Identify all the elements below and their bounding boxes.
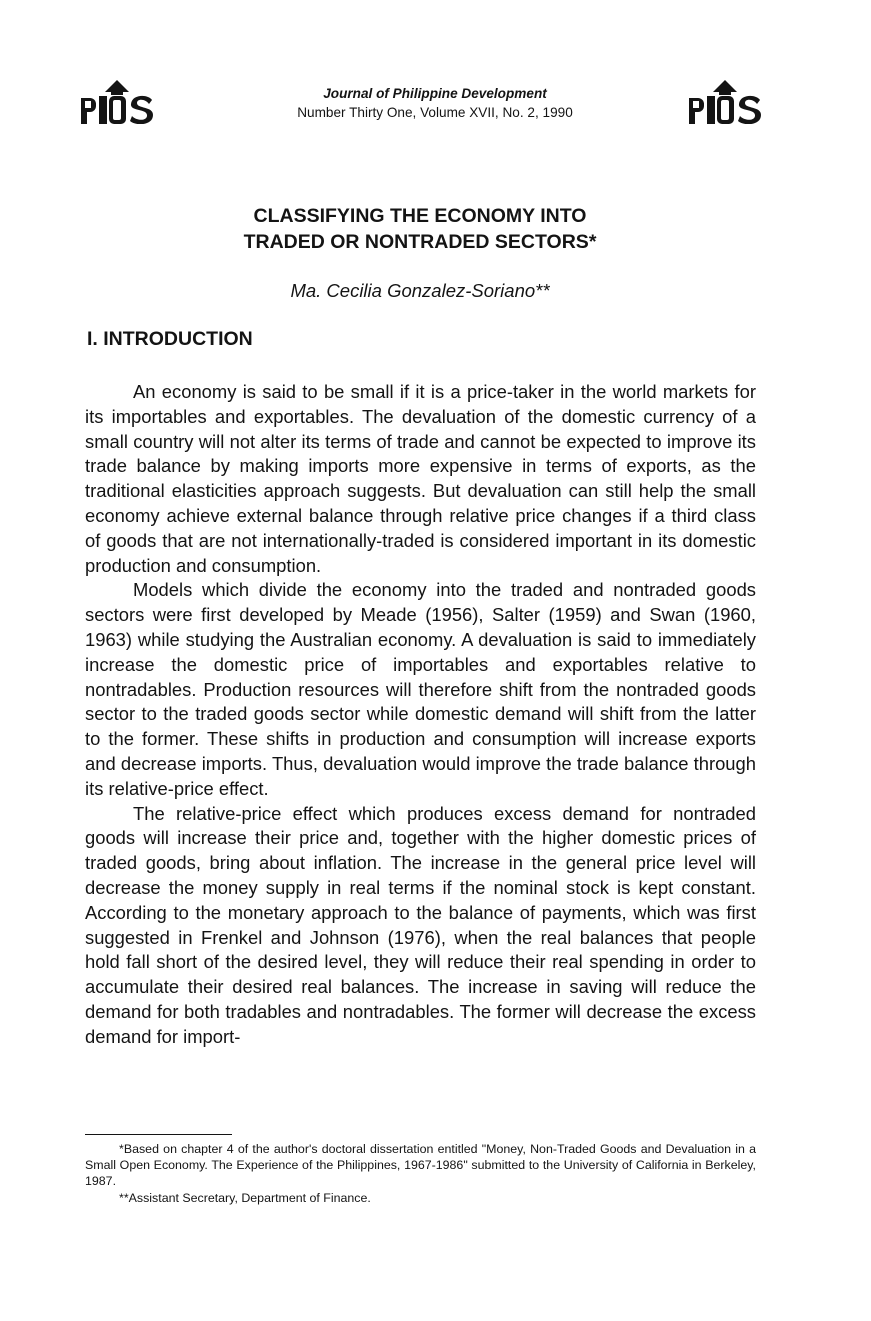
journal-masthead	[200, 84, 670, 122]
footnotes	[85, 1141, 756, 1206]
body-paragraph: An economy is said to be small if it is a price-taker in the world markets for its importables and exportables. The devaluation of the domestic currency of a small country will not alter its terms of trade and cannot be expected to improve its trade balance by making imports more expensive in terms of exports, as the traditional elasticities approach suggests. But devaluation can still help the small economy achieve external balance through relative price changes if a third class of goods that are not internationally-traded is considered important in its domestic production and consumption.	[85, 381, 756, 576]
pids-logo-icon	[80, 80, 154, 124]
body-paragraph: Models which divide the economy into the traded and nontraded goods sectors were first developed by Meade (1956), Salter (1959) and Swan (1960, 1963) while studying the Australian economy. A devaluation is said to immediately increase the domestic price of importables and exportables relative to nontradables. Production resources will therefore shift from the nontraded goods sector to the traded goods sector while domestic demand will shift from the latter to the former. These shifts in production and consumption will increase exports and decrease imports. Thus, devaluation would improve the trade balance through its relative-price effect.	[85, 579, 756, 799]
footnote: *Based on chapter 4 of the author's doctoral dissertation entitled "Money, Non-Traded Goods and Devaluation in a Small Open Economy. The Experience of the Philippines, 1967-1986" submitted to the University of California in Berkeley, 1987.	[85, 1142, 756, 1189]
article-body	[85, 380, 756, 1050]
pids-logo-icon	[688, 80, 762, 124]
pids-logo-left	[80, 80, 154, 124]
pids-logo-right	[688, 80, 762, 124]
footnote: **Assistant Secretary, Department of Finance.	[119, 1190, 371, 1205]
footnote-divider	[85, 1134, 232, 1135]
article-title	[120, 203, 720, 255]
section-heading: I. INTRODUCTION	[87, 328, 253, 350]
journal-name: Journal of Philippine Development	[323, 86, 547, 101]
body-paragraph: The relative-price effect which produces excess demand for nontraded goods will increase their price and, together with the higher domestic prices of traded goods, bring about inflation. The increase in the general price level will decrease the money supply in real terms if the nominal stock is kept constant. According to the monetary approach to the balance of payments, which was first suggested in Frenkel and Johnson (1976), when the real balances that people hold fall short of the desired level, they will reduce their real spending in order to accumulate their desired real balances. The increase in saving will reduce the demand for both tradables and nontradables. The former will decrease the excess demand for import-	[85, 802, 756, 1047]
article-author: Ma. Cecilia Gonzalez-Soriano**	[290, 280, 550, 301]
article-title-line: CLASSIFYING THE ECONOMY INTO	[253, 205, 587, 227]
journal-issue: Number Thirty One, Volume XVII, No. 2, 1990	[297, 105, 573, 120]
article-title-line: TRADED OR NONTRADED SECTORS*	[243, 231, 597, 253]
